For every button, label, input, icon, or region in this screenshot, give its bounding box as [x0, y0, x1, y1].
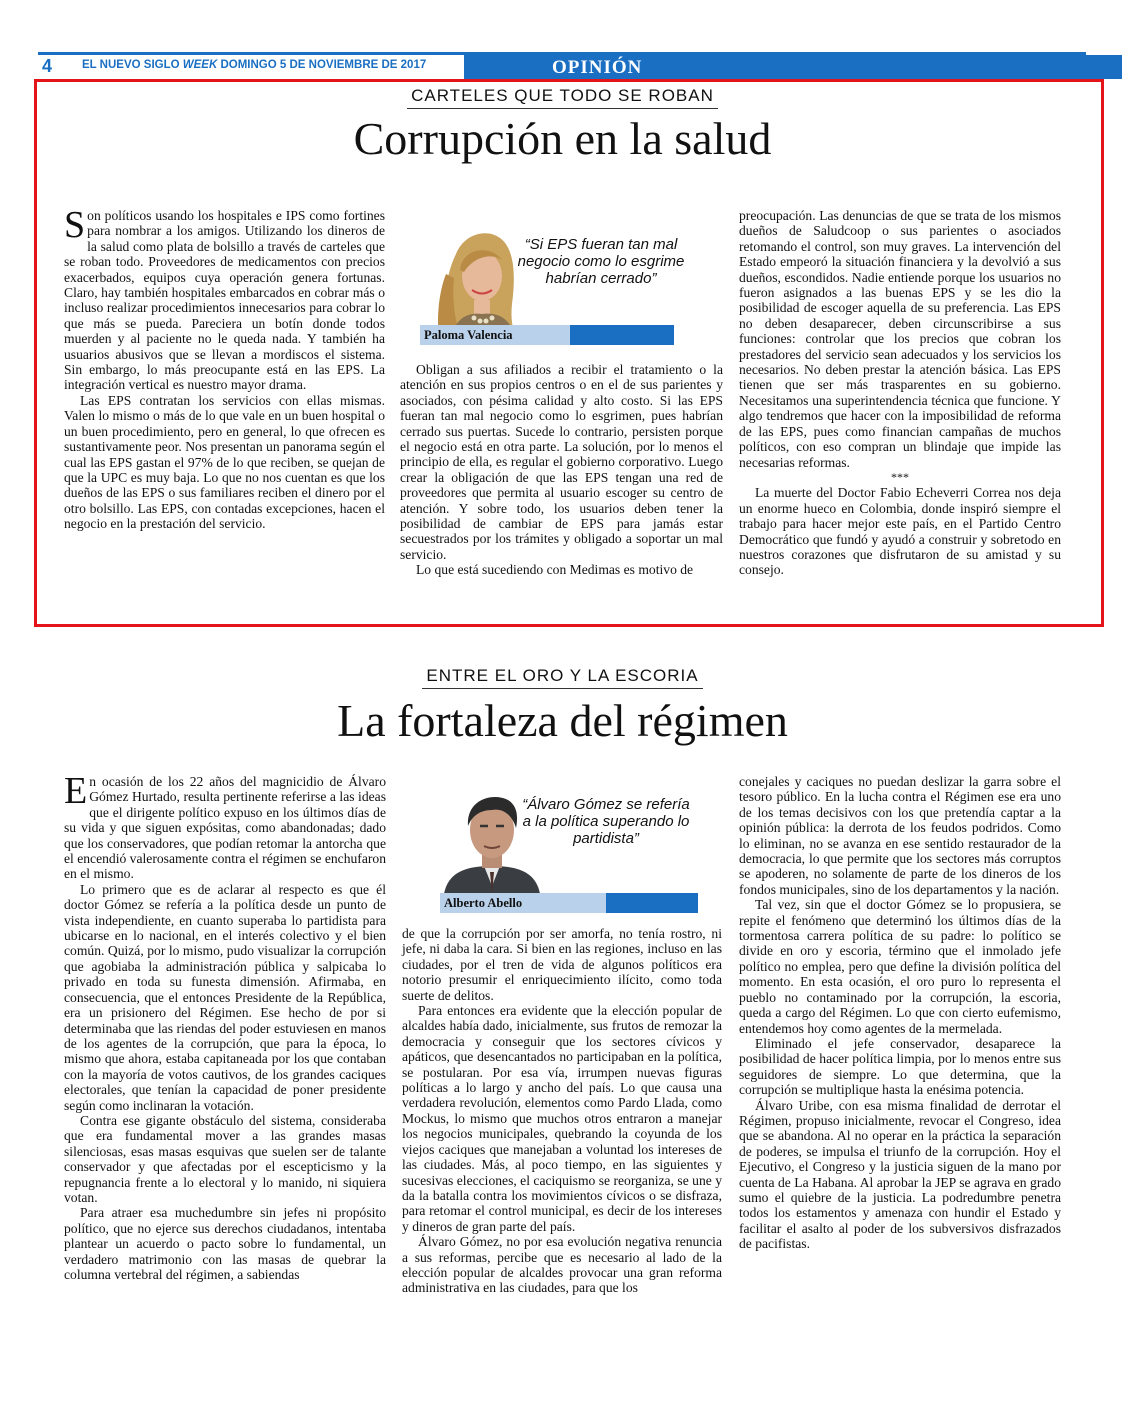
paragraph: Lo primero que es de aclarar al respecto es que él doctor Gómez se refería a la política desde un punto de vista independiente, en cuanto superaba lo partidista para ubicarse en lo nacional, en el interés colectivo y el bien común. Quizá, por lo mismo, pudo visualizar la corrupción que agobiaba la administración pública y salpicaba lo privado en toda su funesta dimensión. Afirmaba, en consecuencia, que el entonces Presidente de la República, era un prisionero del Régimen. Ese hecho de por si determinaba que las riendas del poder estuviesen en manos de los agentes de la corrupción, que para la época, lo mismo que ahora, estaba capitaneada por los que contaban con la mayoría de votos cautivos, de los grandes caciques electorales, que tenían la capacidad de poner presidente según como inclinaran la votación. [64, 881, 386, 1113]
page-number: 4 [42, 56, 53, 76]
author-bar-accent [606, 893, 698, 913]
article1-column-3 [739, 208, 1061, 578]
author-bar [420, 325, 674, 345]
article1-kicker: CARTELES QUE TODO SE ROBAN [0, 86, 1125, 109]
paragraph: Las EPS contratan los servicios con ellas mismas. Valen lo mismo o más de lo que vale en un buen hospital o un buen procedimiento, pero en general, lo que ofrecen es sustantivamente peor. Nos presentan un panorama según el cual las EPS gastan el 97% de lo que reciben, se quejan de que la UPC es muy baja. Lo que no nos cuentan es que los dueños de las EPS o sus familiares reciben el dinero por el otro bolsillo. Las EPS, con contadas excepciones, hacen el negocio en la prestación del servicio. [64, 392, 385, 532]
article1-column-1 [64, 204, 385, 532]
issue-date: DOMINGO 5 DE NOVIEMBRE DE 2017 [220, 59, 427, 71]
article2-column-1 [64, 770, 386, 1282]
paragraph: Tal vez, sin que el doctor Gómez se lo propusiera, se repite el fenómeno que determinó los últimos días de la tormentosa carrera política de su padre: lo político se divide en oro y escoria, término que el inmolado jefe político no emplea, pero que define la división política del momento. En esta ocasión, el oro puro lo representa el pueblo no contaminado por la corrupción, la escoria, queda a cargo del Régimen. Lo que con cierto eufemismo, entendemos hoy como agentes de la mermelada. [739, 897, 1061, 1036]
drop-cap: E [64, 770, 88, 812]
article1-headline: Corrupción en la salud [353, 113, 772, 164]
paragraph: En ocasión de los 22 años del magnicidio de Álvaro Gómez Hurtado, resulta pertinente referirse a las ideas que el dirigente político expuso en los últimos días de su vida y que siguen expósitas, como abandonadas; dado que los conservadores, que podían retomar la antorcha que el encendió valerosamente contra el régimen se enchufaron en el mismo. [64, 770, 386, 882]
paragraph: preocupación. Las denuncias de que se trata de los mismos dueños de Saludcoop o sus parientes o asociados retomando el control, son muy graves. La intervención del Estado empeoró la situación financiera y la devolvió a sus dueños, escondidos. Nadie entiende porque los usuarios no fueron asignados a las buenas EPS y se les dio la posibilidad de escoger aquella de su preferencia. Las EPS no deben desaparecer, deben circunscribirse a sus funciones: controlar que los precios que cobran los prestadores del servicio sean adecuados y los servicios los necesarios. No deben prestar la atención básica. Las EPS tienen que ser más trasparentes en su gobierno. Necesitamos una superintendencia técnica que funcione. Y algo tendremos que hacer con la imposibilidad de reforma de las EPS, pues como financian campañas de muchos políticos, con eso compran un blindaje que impide las necesarias reformas. [739, 208, 1061, 470]
paper-week: WEEK [182, 59, 218, 71]
author-bar [440, 893, 698, 913]
pull-quote: “Álvaro Gómez se refería a la política superando lo partidista” [522, 796, 690, 847]
paragraph: Álvaro Gómez, no por esa evolución negativa renuncia a sus reformas, percibe que es necesario al lado de la elección popular de alcaldes provocar una gran reforma administrativa en las ciudades, para que los [402, 1234, 722, 1296]
paragraph: Para entonces era evidente que la elección popular de alcaldes había dado, inicialmente, sus frutos de remozar la democracia y conseguir que los sectores cívicos y apáticos, que desencantados no participaban en la política, se postularan. Por esa vía, irrumpen nuevas figuras políticas a lo largo y ancho del país. Lo que causa una verdadera revolución, elementos como Pardo Llada, como Mockus, lo mismo que muchos otros entraron a manejar los negocios municipales, quebrando la coyunda de los viejos caciques que manejaban a voluntad los intereses de las ciudades. Más, al poco tiempo, en las siguientes y sucesivas elecciones, el caciquismo se reorganiza, se une y da la batalla contra los movimientos cívicos o se disfraza, para retomar el control municipal, es decir de los intereses y dineros de gran parte del país. [402, 1003, 722, 1234]
masthead [38, 52, 1086, 81]
paragraph: La muerte del Doctor Fabio Echeverri Correa nos deja un enorme hueco en Colombia, donde inspiró siempre el trabajo para hacer mejor este país, en el Partido Centro Democrático que fundó y ayudó a construir y sobretodo en nuestros corazones que disfrutaron de su amistad y su consejo. [739, 485, 1061, 578]
author-name: Alberto Abello [440, 893, 606, 913]
masthead-info [82, 59, 426, 71]
article2-column-2 [402, 926, 722, 1296]
article2-column-3 [739, 774, 1061, 1252]
paragraph: Eliminado el jefe conservador, desaparece la posibilidad de hacer política limpia, por lo menos entre sus seguidores de siempre. Lo que determina, que la corrupción se multiplique hasta la enésima potencia. [739, 1035, 1061, 1098]
author-bar-accent [570, 325, 674, 345]
drop-cap: S [64, 204, 86, 246]
separator-stars: *** [891, 469, 909, 484]
article1-column-2 [400, 362, 723, 578]
paragraph: conejales y caciques no puedan deslizar la garra sobre el tesoro público. En la lucha contra el Régimen ese era uno de los temas decisivos con los que pretendía captar a la opinión pública: la derrota de los feudos podridos. Como lo eliminan, no se avanza en ese sentido restaurador de la democracia, lo que permite que los sectores más corruptos se apoderen, no solamente de parte de los dineros de los fondos municipales, sino de los departamentos y la nación. [739, 774, 1061, 897]
article2-kicker: ENTRE EL ORO Y LA ESCORIA [0, 666, 1125, 689]
paragraph: Álvaro Uribe, con esa misma finalidad de derrotar el Régimen, propuso inicialmente, revocar el Congreso, idea que se abandona. Al no operar en la práctica la separación de poderes, se impulsa el triunfo de la corrupción. Hoy el Ejecutivo, el Congreso y la justicia siguen de la mano por cuenta de La Habana. Al aprobar la JEP se agrava en grado sumo el quiebre de la justicia. La podredumbre penetra todos los estamentos y amenaza con hundir el Estado y facilitar el asalto al poder de los subversivos disfrazados de pacifistas. [739, 1097, 1061, 1252]
paper-name: EL NUEVO SIGLO [82, 59, 180, 71]
paragraph: Contra ese gigante obstáculo del sistema, consideraba que era fundamental mover a las grandes masas silenciosas, esas masas esquivas que suelen ser de talante conservador y que afectadas por el escepticismo y la repugnancia frente a lo electoral y lo manido, ni siquiera votan. [64, 1112, 386, 1205]
section-label: OPINIÓN [552, 57, 643, 78]
paragraph: Lo que está sucediendo con Medimas es motivo de [416, 562, 694, 578]
paragraph: Para atraer esa muchedumbre sin jefes ni propósito político, que no ejerce sus derechos ciudadanos, intentaba plantear un acuerdo o pacto sobre lo fundamental, un verdadero matrimonio con las masas de quebrar la columna vertebral del régimen, a sabiendas [64, 1205, 386, 1282]
article2-headline: La fortaleza del régimen [337, 695, 788, 746]
paragraph: de que la corrupción por ser amorfa, no tenía rostro, ni jefe, ni daba la cara. Si bien en las regiones, incluso en las ciudades, por el tren de vida de algunos políticos era notorio presumir el enriquecimiento ilícito, como toda suerte de delitos. [402, 926, 722, 1003]
author-name: Paloma Valencia [420, 325, 570, 345]
paragraph: Son políticos usando los hospitales e IPS como fortines para nombrar a los amigos. Utilizando los dineros de la salud como plata de bolsillo a través de carteles que se roban todo. Proveedores de medicamentos con precios exacerbados, equipos cuya operación genera fortunas. Claro, hay también hospitales embarcados en cobrar más o incluso realizar procedimientos innecesarios para cobrar lo que más se pueda. Pareciera un botín donde todos muerden y al paciente no le queda nada. Y también ha usuarios abusivos que se llevan a mordiscos el sistema. Sin embargo, lo más preocupante está en las EPS. La integración vertical es nuestro mayor drama. [64, 204, 385, 393]
paragraph: Obligan a sus afiliados a recibir el tratamiento o la atención en sus propios centros o en el de sus parientes y asociados, con pésima calidad y alto costo. Si las EPS fueran tan mal negocio como lo esgrimen, pues habrían cerrado sus puertas. Sucede lo contrario, persisten porque el negocio está en otra parte. La solución, por lo menos el principio de ella, es regular el gobierno corporativo. Luego crear la obligación de que las EPS tengan una red de proveedores que permita al usuario escoger su centro de atención. Y sobre todo, los usuarios deben tener la posibilidad de cambiar de EPS para jamás estar secuestrados por los trámites y obligado a soportar un mal servicio. [400, 362, 723, 562]
pull-quote: “Si EPS fueran tan mal negocio como lo esgrime habrían cerrado” [517, 236, 685, 287]
